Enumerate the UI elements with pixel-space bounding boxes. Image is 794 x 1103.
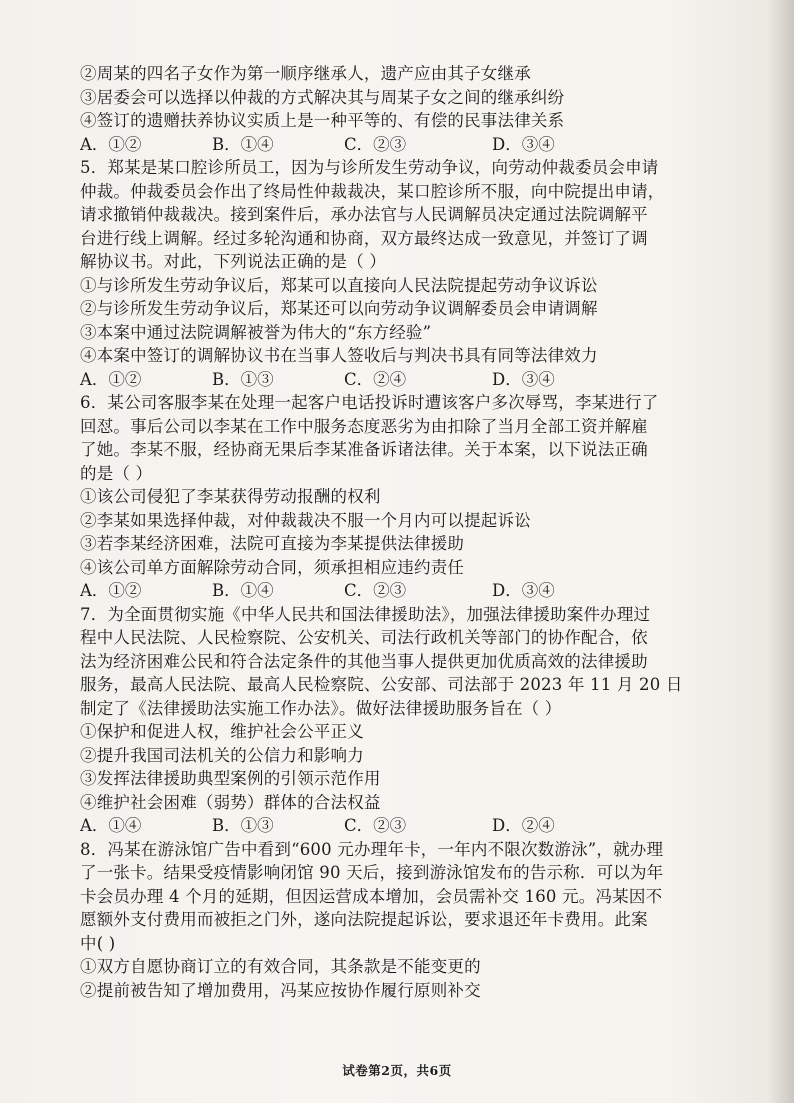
- question-5: [80, 156, 760, 391]
- option-a: A．①④: [80, 816, 142, 835]
- question-stem-line: 中( ): [80, 933, 116, 953]
- answer-item: ④本案中签订的调解协议书在当事人签收后与判决书具有同等法律效力: [80, 346, 598, 365]
- question-stem-line: 回怼。事后公司以李某在工作中服务态度恶劣为由扣除了当月全部工资并解雇: [80, 416, 648, 436]
- question-stem-line: 台进行线上调解。经过多轮沟通和协商，双方最终达成一致意见，并签订了调: [80, 228, 648, 248]
- page-edge-shadow: [768, 0, 794, 1103]
- option-row: [80, 368, 760, 392]
- question-stem-line: 8．冯某在游泳馆广告中看到“600 元办理年卡，一年内不限次数游泳”，就办理: [80, 839, 664, 859]
- question-8: [80, 838, 760, 1003]
- question-stem-line: 法为经济困难公民和符合法定条件的其他当事人提供更加优质高效的法律援助: [80, 651, 648, 671]
- option-b: B．①③: [212, 369, 274, 389]
- answer-item: ④签订的遗赠扶养协议实质上是一种平等的、有偿的民事法律关系: [80, 111, 565, 130]
- answer-item: ②周某的四名子女作为第一顺序继承人，遗产应由其子女继承: [80, 64, 531, 83]
- answer-item: ②与诊所发生劳动争议后，郑某还可以向劳动争议调解委员会申请调解: [80, 299, 598, 318]
- option-d: D．③④: [492, 369, 555, 389]
- answer-item: ④维护社会困难（弱势）群体的合法权益: [80, 792, 381, 812]
- question-stem-line: 卡会员办理 4 个月的延期，但因运营成本增加，会员需补交 160 元。冯某因不: [80, 886, 663, 906]
- answer-item: ①保护和促进人权，维护社会公平正义: [80, 722, 364, 741]
- answer-item: ③发挥法律援助典型案例的引领示范作用: [80, 769, 381, 788]
- question-stem-line: 请求撤销仲裁裁决。接到案件后，承办法官与人民调解员决定通过法院调解平: [80, 205, 648, 224]
- answer-item: ②提升我国司法机关的公信力和影响力: [80, 745, 364, 765]
- option-d: D．②④: [492, 816, 555, 835]
- answer-item: ①该公司侵犯了李某获得劳动报酬的权利: [80, 487, 381, 506]
- option-d: D．③④: [492, 581, 555, 600]
- question-stem-line: 7．为全面贯彻实施《中华人民共和国法律援助法》，加强法律援助案件办理过: [80, 604, 651, 624]
- question-stem-line: 愿额外支付费用而被拒之门外，遂向法院提起诉讼，要求退还年卡费用。此案: [80, 910, 648, 929]
- option-b: B．①④: [212, 134, 274, 154]
- option-a: A．①②: [80, 369, 142, 389]
- question-stem-line: 的是（ ）: [80, 463, 153, 483]
- question-stem-line: 6．某公司客服李某在处理一起客户电话投诉时遭该客户多次辱骂，李某进行了: [80, 393, 659, 412]
- answer-item: ③居委会可以选择以仲裁的方式解决其与周某子女之间的继承纠纷: [80, 87, 565, 107]
- page-content: [80, 62, 760, 1002]
- question-stem-line: 服务，最高人民法院、最高人民检察院、公安部、司法部于 2023 年 11 月 20 日: [80, 675, 683, 694]
- answer-item: ③若李某经济困难，法院可直接为李某提供法律援助: [80, 534, 465, 553]
- carryover-question: [80, 62, 760, 156]
- answer-item: ④该公司单方面解除劳动合同，须承担相应违约责任: [80, 557, 465, 577]
- answer-item: ②李某如果选择仲裁，对仲裁裁决不服一个月内可以提起诉讼: [80, 510, 531, 530]
- question-stem-line: 制定了《法律援助法实施工作办法》。做好法律援助服务旨在（ ）: [80, 698, 562, 718]
- question-6: [80, 391, 760, 603]
- option-c: C．②③: [344, 134, 407, 154]
- page-footer: 试卷第2页，共6页: [342, 1063, 452, 1078]
- answer-item: ①双方自愿协商订立的有效合同，其条款是不能变更的: [80, 957, 481, 976]
- option-a: A．①②: [80, 134, 142, 154]
- question-stem-line: 程中人民法院、人民检察院、公安机关、司法行政机关等部门的协作配合，依: [80, 628, 648, 647]
- question-stem-line: 了一张卡。结果受疫情影响闭馆 90 天后，接到游泳馆发布的告示称．可以为年: [80, 863, 664, 882]
- option-d: D．③④: [492, 134, 555, 154]
- option-row: [80, 814, 760, 838]
- option-b: B．①③: [212, 816, 274, 835]
- question-stem-line: 了她。李某不服，经协商无果后李某准备诉诸法律。关于本案，以下说法正确: [80, 440, 648, 459]
- question-7: [80, 603, 760, 838]
- option-c: C．②④: [344, 369, 407, 389]
- option-row: [80, 133, 760, 157]
- answer-item: ③本案中通过法院调解被誉为伟大的“东方经验”: [80, 322, 432, 342]
- question-stem-line: 仲裁。仲裁委员会作出了终局性仲裁裁决，某口腔诊所不服，向中院提出申请，: [80, 181, 665, 201]
- answer-item: ①与诊所发生劳动争议后，郑某可以直接向人民法院提起劳动争议诉讼: [80, 275, 598, 295]
- option-row: [80, 579, 760, 603]
- option-b: B．①④: [212, 581, 274, 600]
- option-a: A．①②: [80, 581, 142, 600]
- option-c: C．②③: [344, 816, 407, 835]
- question-stem-line: 解协议书。对此，下列说法正确的是（ ）: [80, 252, 387, 271]
- answer-item: ②提前被告知了增加费用，冯某应按协作履行原则补交: [80, 980, 481, 1000]
- question-stem-line: 5．郑某是某口腔诊所员工，因为与诊所发生劳动争议，向劳动仲裁委员会申请: [80, 158, 659, 177]
- option-c: C．②③: [344, 581, 407, 600]
